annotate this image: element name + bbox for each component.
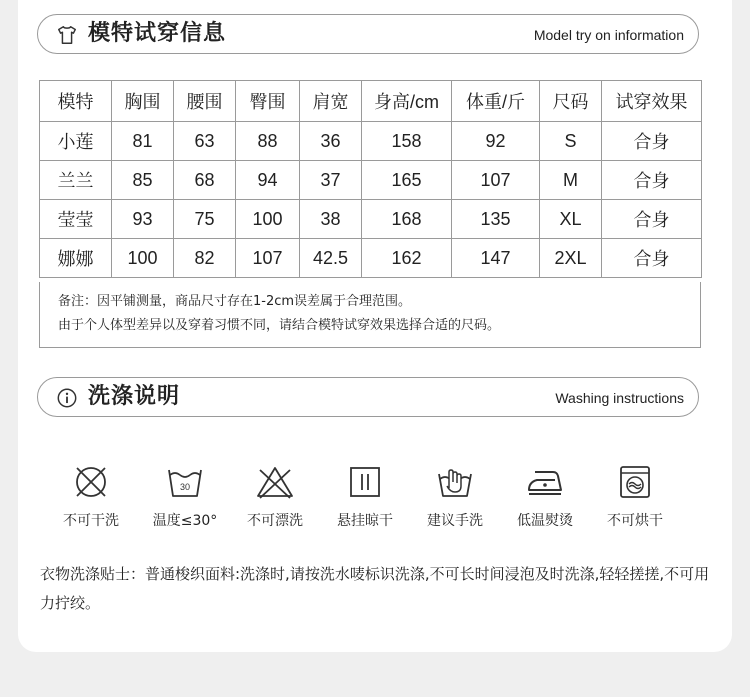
care-label: 不可漂洗 [247, 513, 303, 529]
care-label: 温度≤30° [152, 513, 218, 529]
table-cell: 88 [236, 122, 300, 161]
washing-title: 洗涤说明 [88, 384, 181, 409]
header-waist: 腰围 [174, 81, 236, 122]
table-header-row [40, 81, 702, 122]
table-cell: 兰兰 [40, 161, 112, 200]
care-label: 不可干洗 [63, 513, 119, 529]
care-item [410, 462, 500, 530]
wash-temp-badge: 30 [179, 482, 191, 492]
table-cell: 162 [362, 239, 452, 278]
table-cell: 94 [236, 161, 300, 200]
table-cell: 92 [452, 122, 540, 161]
table-cell: 165 [362, 161, 452, 200]
header-bust: 胸围 [112, 81, 174, 122]
table-cell: 42.5 [300, 239, 362, 278]
size-table [39, 80, 702, 278]
table-cell: S [540, 122, 602, 161]
table-cell: 147 [452, 239, 540, 278]
table-cell: 68 [174, 161, 236, 200]
no-tumble-dry-icon [615, 462, 655, 502]
low-iron-icon [525, 462, 565, 502]
washing-subtitle: Washing instructions [555, 390, 684, 406]
table-cell: 38 [300, 200, 362, 239]
table-cell: 36 [300, 122, 362, 161]
no-dry-clean-icon [71, 462, 111, 502]
table-cell: M [540, 161, 602, 200]
table-cell: 85 [112, 161, 174, 200]
hand-wash-icon [435, 462, 475, 502]
care-item [46, 462, 136, 530]
washing-tips: 衣物洗涤贴士：普通梭织面料:洗涤时,请按洗水唛标识洗涤,不可长时间浸泡及时洗涤,轻轻搓搓,不可用力拧绞。 [40, 565, 710, 612]
table-cell: 100 [236, 200, 300, 239]
care-item [500, 462, 590, 530]
header-hip: 臀围 [236, 81, 300, 122]
care-item [140, 462, 230, 530]
table-row [40, 200, 702, 239]
care-label: 建议手洗 [427, 513, 483, 529]
wash-30-icon [165, 462, 205, 502]
table-cell: 75 [174, 200, 236, 239]
note-line-2: 由于个人体型差异以及穿着习惯不同，请结合模特试穿效果选择合适的尺码。 [58, 318, 501, 333]
care-icons-row [46, 462, 686, 532]
header-fit: 试穿效果 [602, 81, 702, 122]
table-cell: 娜娜 [40, 239, 112, 278]
care-label: 低温熨烫 [517, 513, 573, 529]
table-row [40, 122, 702, 161]
table-cell: 合身 [602, 122, 702, 161]
washing-header [37, 377, 699, 417]
no-bleach-icon [255, 462, 295, 502]
info-icon [56, 387, 78, 409]
table-cell: 100 [112, 239, 174, 278]
care-label: 不可烘干 [607, 513, 663, 529]
table-cell: 2XL [540, 239, 602, 278]
table-row [40, 239, 702, 278]
table-cell: 93 [112, 200, 174, 239]
table-cell: 63 [174, 122, 236, 161]
care-item [230, 462, 320, 530]
table-cell: 37 [300, 161, 362, 200]
table-cell: 81 [112, 122, 174, 161]
table-cell: 合身 [602, 200, 702, 239]
table-cell: 158 [362, 122, 452, 161]
table-cell: 135 [452, 200, 540, 239]
table-row [40, 161, 702, 200]
table-cell: 107 [236, 239, 300, 278]
table-cell: 107 [452, 161, 540, 200]
note-line-1: 备注：因平铺测量，商品尺寸存在1-2cm误差属于合理范围。 [58, 294, 412, 309]
header-shoulder: 肩宽 [300, 81, 362, 122]
model-info-title: 模特试穿信息 [88, 21, 227, 46]
line-dry-icon [345, 462, 385, 502]
tshirt-icon [56, 24, 78, 46]
header-height: 身高/cm [362, 81, 452, 122]
size-note [39, 282, 701, 348]
table-cell: XL [540, 200, 602, 239]
care-item [590, 462, 680, 530]
table-cell: 82 [174, 239, 236, 278]
table-cell: 合身 [602, 161, 702, 200]
table-cell: 合身 [602, 239, 702, 278]
model-info-subtitle: Model try on information [533, 27, 684, 43]
header-size: 尺码 [540, 81, 602, 122]
header-weight: 体重/斤 [452, 81, 540, 122]
care-label: 悬挂晾干 [337, 513, 393, 529]
care-item [320, 462, 410, 530]
model-info-header [37, 14, 699, 54]
table-cell: 莹莹 [40, 200, 112, 239]
table-cell: 168 [362, 200, 452, 239]
table-cell: 小莲 [40, 122, 112, 161]
header-model: 模特 [40, 81, 112, 122]
